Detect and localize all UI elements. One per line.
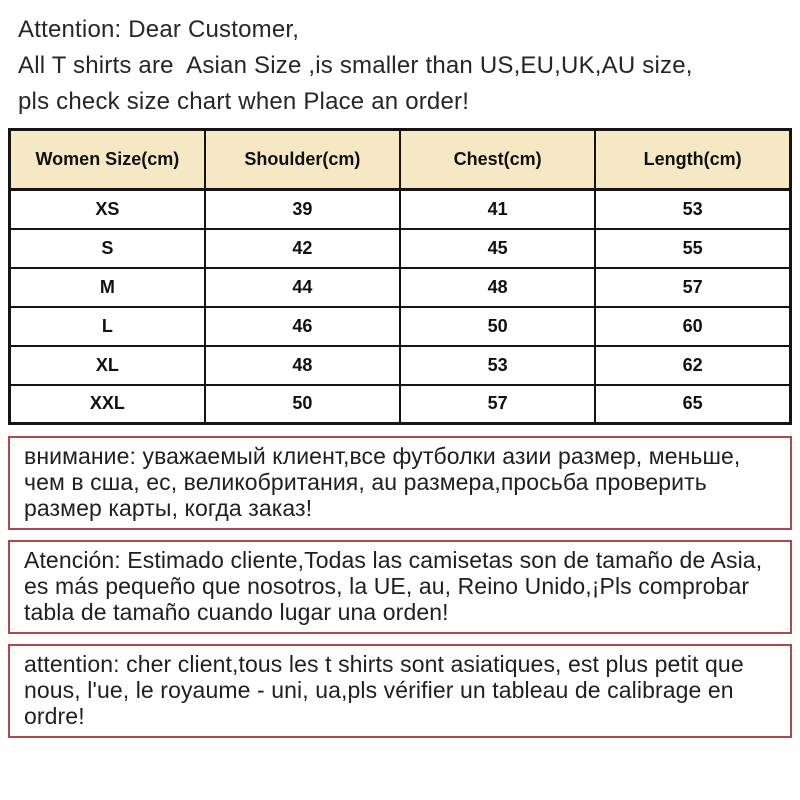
attention-heading [18,12,792,120]
cell-chest: 53 [400,346,595,385]
cell-chest: 48 [400,268,595,307]
size-table-header-row [10,130,791,190]
table-row-xl [10,346,791,385]
notice-box-russian [8,436,792,530]
cell-shoulder: 48 [205,346,400,385]
table-row-m [10,268,791,307]
cell-chest: 41 [400,190,595,229]
cell-size: L [10,307,205,346]
heading-line-3: pls check size chart when Place an order! [18,88,470,115]
table-row-s [10,229,791,268]
table-row-xxl [10,385,791,424]
cell-length: 57 [595,268,790,307]
cell-length: 55 [595,229,790,268]
cell-length: 53 [595,190,790,229]
header-cell-length: Length(cm) [595,130,790,190]
cell-chest: 45 [400,229,595,268]
cell-size: XL [10,346,205,385]
size-table [8,128,792,425]
heading-line-1: Attention: Dear Customer, [18,16,300,43]
cell-shoulder: 39 [205,190,400,229]
size-table-head [10,130,791,190]
cell-shoulder: 42 [205,229,400,268]
cell-chest: 50 [400,307,595,346]
table-row-xs [10,190,791,229]
cell-length: 62 [595,346,790,385]
cell-length: 60 [595,307,790,346]
cell-shoulder: 46 [205,307,400,346]
cell-shoulder: 50 [205,385,400,424]
notice-text-russian: внимание: уважаемый клиент,все футболки азии размер, меньше, чем в сша, ес, великобритания, au размера,просьба проверить размер карты, когда заказ! [24,443,741,521]
header-cell-chest: Chest(cm) [400,130,595,190]
cell-size: XS [10,190,205,229]
header-cell-shoulder: Shoulder(cm) [205,130,400,190]
notice-box-spanish [8,540,792,634]
table-row-l [10,307,791,346]
cell-size: S [10,229,205,268]
cell-shoulder: 44 [205,268,400,307]
heading-line-2: All T shirts are Asian Size ,is smaller than US,EU,UK,AU size, [18,52,693,79]
cell-size: XXL [10,385,205,424]
header-cell-women-size: Women Size(cm) [10,130,205,190]
notice-text-spanish: Atención: Estimado cliente,Todas las camisetas son de tamaño de Asia, es más pequeño que nosotros, la UE, au, Reino Unido,¡Pls comprobar tabla de tamaño cuando lugar una orden! [24,547,763,625]
notice-box-french [8,644,792,738]
notice-text-french: attention: cher client,tous les t shirts sont asiatiques, est plus petit que nous, l'ue, le royaume - uni, ua,pls vérifier un tableau de calibrage en ordre! [24,651,744,729]
cell-chest: 57 [400,385,595,424]
cell-size: M [10,268,205,307]
size-table-body [10,190,791,424]
cell-length: 65 [595,385,790,424]
